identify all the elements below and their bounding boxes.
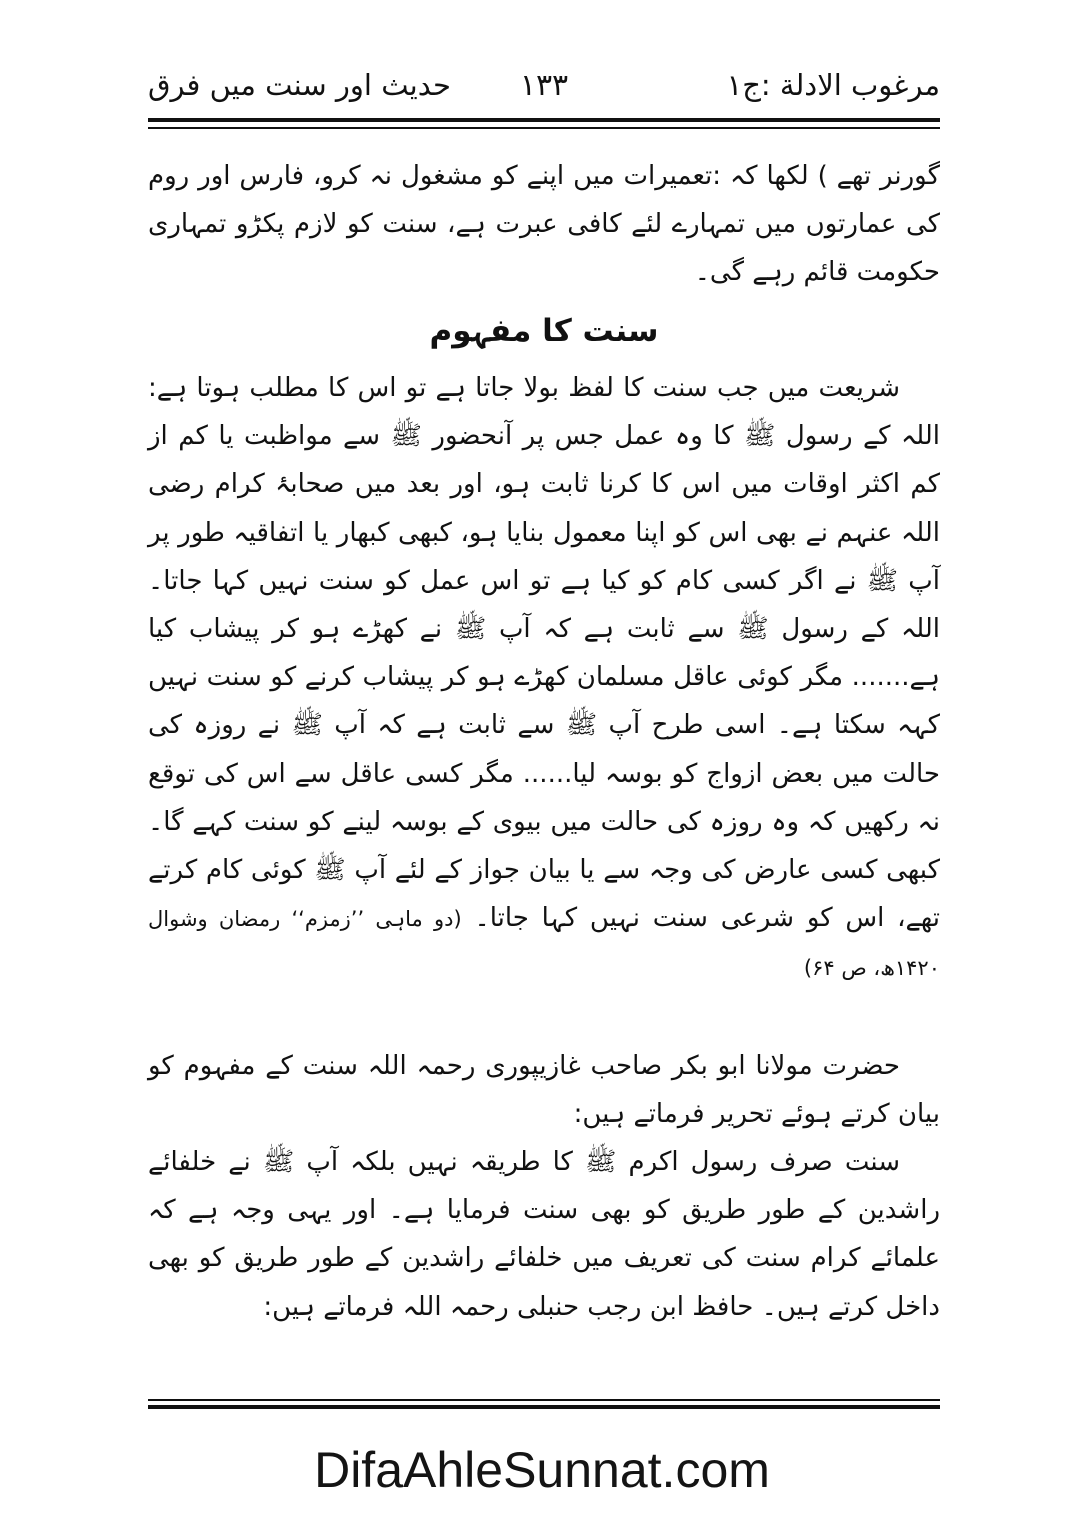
header-rule-thick (148, 118, 940, 122)
paragraph-2-block (148, 1042, 940, 1138)
intro-block (148, 152, 940, 297)
footer-rule-thick (148, 1405, 940, 1409)
section-heading: سنت کا مفہوم (429, 313, 659, 349)
chapter-title: حدیث اور سنت میں فرق (148, 68, 451, 102)
paragraph-3: سنت صرف رسول اکرم ﷺ کا طریقہ نہیں بلکہ آپ ﷺ نے خلفائے راشدین کے طور طریق کو بھی سنت فرمایا ہے۔ اور یہی وجہ ہے کہ علمائے کرام سنت کی تعریف میں خلفائے راشدین کے طور طریق کو بھی داخل کرتے ہیں۔ حافظ ابن رجب حنبلی رحمہ اللہ فرماتے ہیں: (148, 1147, 940, 1322)
page-header (148, 62, 940, 108)
page-number: ۱۳۳ (519, 67, 569, 103)
footer-rule-thin (148, 1399, 940, 1401)
paragraph-1-citation: (دو ماہی ’’زمزم‘‘ رمضان وشوال ۱۴۲۰ھ، ص ۶۴) (148, 907, 940, 981)
paragraph-1 (148, 364, 940, 993)
book-title: مرغوب الادلة :ج۱ (726, 68, 940, 102)
paragraph-2: حضرت مولانا ابو بکر صاحب غازیپوری رحمہ اللہ سنت کے مفہوم کو بیان کرتے ہوئے تحریر فرماتے ہیں: (148, 1051, 940, 1130)
paragraph-1-text: شریعت میں جب سنت کا لفظ بولا جاتا ہے تو اس کا مطلب ہوتا ہے: اللہ کے رسول ﷺ کا وہ عمل جس پر آنحضور ﷺ سے مواظبت یا کم از کم اکثر اوقات میں اس کا کرنا ثابت ہو، اور بعد میں صحابۂ کرام رضی اللہ عنہم نے بھی اس کو اپنا معمول بنایا ہو، کبھی کبھار یا اتفاقیہ طور پر آپ ﷺ نے اگر کسی کام کو کیا ہے تو اس عمل کو سنت نہیں کہا جاتا۔ اللہ کے رسول ﷺ سے ثابت ہے کہ آپ ﷺ نے کھڑے ہو کر پیشاب کیا ہے....... مگر کوئی عاقل مسلمان کھڑے ہو کر پیشاب کرنے کو سنت نہیں کہہ سکتا ہے۔ اسی طرح آپ ﷺ سے ثابت ہے کہ آپ ﷺ نے روزہ کی حالت میں بعض ازواج کو بوسہ لیا...... مگر کسی عاقل سے اس کی توقع نہ رکھیں کہ وہ روزہ کی حالت میں بیوی کے بوسہ لینے کو سنت کہے گا۔ کبھی کسی عارض کی وجہ سے یا بیان جواز کے لئے آپ ﷺ کوئی کام کرتے تھے، اس کو شرعی سنت نہیں کہا جاتا۔ (148, 373, 941, 934)
paragraph-3-block (148, 1138, 940, 1331)
main-block (148, 364, 940, 993)
header-rule-thin (148, 127, 940, 129)
site-watermark: DifaAhleSunnat.com (314, 1442, 770, 1498)
intro-paragraph: گورنر تھے ) لکھا کہ :تعمیرات میں اپنے کو مشغول نہ کرو، فارس اور روم کی عمارتوں میں تمہارے لئے کافی عبرت ہے، سنت کو لازم پکڑو تمہاری حکومت قائم رہے گی۔ (148, 161, 940, 288)
